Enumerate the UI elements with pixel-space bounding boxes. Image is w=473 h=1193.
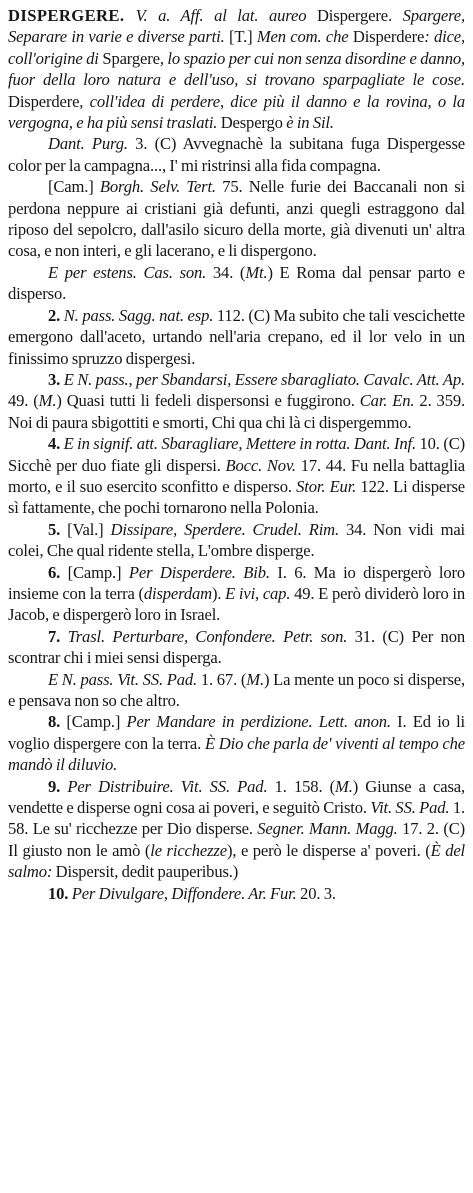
sense-number: 8. [48, 712, 67, 732]
dictionary-entry-dispergere [8, 5, 465, 904]
entry-text: 10. (C) Sicchè per duo fiate gli dispersi. [8, 434, 465, 475]
entry-text: 1. 158. ( [274, 776, 336, 796]
entry-sense-paragraph [8, 562, 465, 626]
entry-text: E in signif. att. Sbaragliare, Mettere in rotta. Dant. Inf. [63, 434, 420, 454]
entry-text: 31. (C) Per non scontrar chi i miei sensi disperga. [8, 626, 465, 668]
entry-text: [Camp.] [67, 562, 129, 582]
entry-sense-paragraph [8, 176, 465, 262]
entry-text: ), e però le disperse a' poveri. ( [226, 840, 431, 860]
sense-number: 3. [48, 369, 64, 389]
entry-text: 2. 359. Noi di paura sbigottiti e smorti, Chi qua chi là ci dispergemmo. [8, 391, 466, 432]
entry-text: , lo spazio per cui non senza disordine e danno, fuor della loro natura e dell'uso, si trovano sparpagliate le cose. [8, 48, 465, 90]
headword: DISPERGERE. [8, 6, 136, 25]
entry-text: Mt. [245, 262, 268, 282]
sense-number: 6. [48, 562, 68, 582]
entry-text: le ricchezze [150, 840, 227, 860]
entry-sense-paragraph [8, 883, 465, 904]
entry-text: Dissipare, Sperdere. Crudel. Rim. [110, 519, 346, 539]
entry-sense-paragraph [8, 776, 465, 883]
entry-text: Per Distribuire. Vit. SS. Pad. [67, 776, 275, 796]
entry-sense-paragraph [8, 626, 465, 669]
entry-text: Borgh. Selv. Tert. [99, 177, 223, 197]
entry-text: 34. Non vidi mai colei, Che qual ridente stella, L'ombre disperge. [8, 519, 465, 561]
entry-sense-paragraph [8, 262, 465, 305]
sense-number: 10. [48, 883, 72, 903]
entry-text: Per Disperdere. Bib. [128, 562, 278, 582]
entry-text: ) Giunse a casa, vendette e disperse ogni cosa ai poveri, e seguitò Cristo. [8, 776, 466, 818]
entry-text: , coll'idea di perdere, dice più il danno e la rovina, o la vergogna, e ha più sensi traslati. [8, 91, 465, 133]
entry-sense-paragraph [8, 305, 465, 369]
entry-text: 122. Li disperse sì fattamente, che pochi tornarono nella Polonia. [8, 476, 465, 518]
entry-text: Dispergere. [316, 6, 403, 25]
entry-text: M. [335, 776, 353, 796]
entry-text: Trasl. Perturbare, Confondere. Petr. son. [67, 626, 355, 646]
entry-text: disperdam [143, 583, 212, 603]
entry-text: N. pass. Sagg. nat. esp. [63, 305, 217, 325]
sense-number: 5. [48, 519, 68, 539]
entry-text: 1. 58. Le su' ricchezze per Dio disperse. [8, 798, 465, 839]
entry-text: Men com. che [256, 27, 353, 47]
entry-sense-paragraph [8, 133, 465, 176]
entry-headword-definition [8, 5, 465, 133]
entry-text: 20. 3. [300, 883, 336, 903]
sense-number: 2. [48, 305, 64, 325]
entry-text: ) Quasi tutti li fedeli dispersonsi e fuggirono. [56, 391, 360, 411]
entry-text: M. [38, 391, 57, 411]
entry-text: I. 6. Ma io dispergerò loro insieme con la terra ( [8, 562, 466, 603]
entry-text: [Camp.] [66, 712, 127, 732]
entry-text: : dice, coll'origine di [8, 27, 465, 68]
entry-sense-paragraph [8, 369, 465, 433]
entry-text: E N. pass., per Sbandarsi, Essere sbaragliato. Cavalc. Att. Ap. [63, 369, 466, 389]
entry-text: Stor. Eur. [296, 476, 361, 496]
entry-text: Per Divulgare, Diffondere. Ar. Fur. [71, 883, 301, 903]
entry-text: Per Mandare in perdizione. Lett. anon. [126, 712, 398, 732]
entry-text: ) E Roma dal pensar parto e disperso. [8, 262, 465, 304]
entry-sense-paragraph [8, 433, 465, 519]
entry-text: 49. E però dividerò loro in Jacob, e dispergerò loro in Israel. [8, 583, 465, 625]
entry-text: 17. 2. (C) Il giusto non le amò ( [8, 819, 466, 860]
entry-text: [T.] [228, 27, 257, 47]
entry-sense-paragraph [8, 669, 465, 712]
entry-text: E per estens. Cas. son. [48, 262, 213, 282]
entry-text: È del salmo: [8, 840, 466, 882]
entry-text: Spargere [102, 48, 160, 68]
entry-text: 1. 67. ( [200, 669, 247, 689]
entry-text: Segner. Mann. Magg. [257, 819, 403, 839]
entry-text: Bocc. Nov. [225, 455, 301, 475]
entry-text: 112. (C) Ma subito che tali vescichette emergono dall'aceto, urtando nell'aria crepano, ed il lor velo in un finissimo spruzzo dispergesi. [8, 305, 466, 368]
sense-number: 9. [48, 776, 68, 796]
entry-text: È Dio che parla de' viventi al tempo che mandò il diluvio. [8, 733, 465, 775]
entry-sense-paragraph [8, 711, 465, 775]
entry-text: Dispersit, dedit pauperibus.) [55, 862, 239, 882]
sense-number: 7. [48, 626, 68, 646]
entry-text: E N. pass. Vit. SS. Pad. [48, 669, 201, 689]
sense-number: 4. [48, 434, 64, 454]
entry-text: [Val.] [67, 519, 111, 539]
entry-text: 49. ( [8, 391, 39, 411]
entry-text: ). [211, 583, 226, 603]
entry-text: Dant. Purg. [48, 134, 136, 154]
entry-text: 17. 44. Fu nella battaglia morto, e il suo esercito sconfitto e disperso. [8, 455, 465, 496]
entry-text: E ivi, cap. [225, 583, 295, 603]
entry-text: Vit. SS. Pad. [370, 798, 453, 818]
entry-text: M. [246, 669, 264, 689]
entry-text: Disperdere [8, 91, 80, 111]
entry-text: [Cam.] [48, 177, 100, 197]
entry-sense-paragraph [8, 519, 465, 562]
entry-text: Car. En. [359, 391, 420, 411]
entry-text: ) La mente un poco si disperse, e pensava non so che altro. [8, 669, 465, 710]
entry-text: 75. Nelle furie dei Baccanali non si perdona neppure ai cristiani già defunti, anzi quegli estraggono dal riposo del sepolcro, dall'asilo sicuro della morte, già divenuti un' altra cosa, e non interi, e gli lacerano, e li dispergono. [8, 177, 465, 261]
entry-text: Spargere, Separare in varie e diverse parti. [8, 6, 465, 47]
entry-text: I. Ed io li voglio dispergere con la terra. [8, 712, 465, 753]
entry-text: Despergo [220, 113, 287, 133]
entry-text: 34. ( [212, 262, 246, 282]
entry-text: V. a. Aff. al lat. aureo [135, 6, 317, 25]
entry-text: è in Sil. [286, 113, 334, 133]
entry-text: Disperdere [352, 27, 425, 47]
entry-text: 3. (C) Avvegnachè la subitana fuga Dispergesse color per la campagna..., I' mi ristrinsi alla fida compagna. [8, 134, 465, 175]
